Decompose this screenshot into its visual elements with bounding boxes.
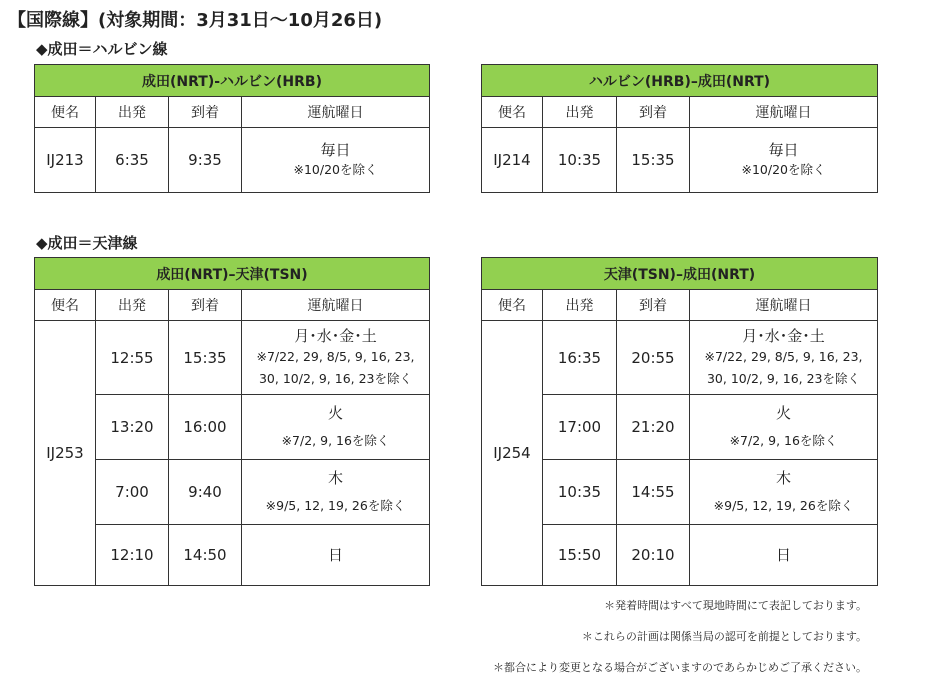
col-departure: 出発 — [96, 97, 169, 128]
col-arrival: 到着 — [617, 290, 690, 321]
col-days: 運航曜日 — [690, 97, 878, 128]
days-text: 木 — [327, 469, 343, 487]
table-row — [482, 321, 878, 395]
operating-days — [242, 128, 430, 193]
arrival-time: 20:55 — [617, 321, 690, 395]
days-note: ※9/5, 12, 19, 26を除く — [713, 498, 854, 513]
operating-days — [690, 128, 878, 193]
days-text: 日 — [327, 546, 343, 564]
days-text: 火 — [327, 404, 343, 422]
col-days: 運航曜日 — [690, 290, 878, 321]
timetable-hrb-nrt — [481, 64, 878, 193]
table-header: 成田(NRT)-ハルビン(HRB) — [35, 65, 430, 97]
col-departure: 出発 — [543, 290, 617, 321]
arrival-time: 21:20 — [617, 395, 690, 460]
days-text: 月･水･金･土 — [742, 326, 825, 345]
arrival-time: 14:50 — [169, 525, 242, 586]
departure-time: 12:55 — [96, 321, 169, 395]
timetable-nrt-tsn — [34, 257, 430, 586]
col-arrival: 到着 — [169, 97, 242, 128]
operating-days — [690, 321, 878, 395]
departure-time: 6:35 — [96, 128, 169, 193]
departure-time: 7:00 — [96, 460, 169, 525]
footnote: ＊発着時間はすべて現地時間にて表記しております。 — [604, 599, 867, 612]
table-row — [482, 128, 878, 193]
timetable-tsn-nrt — [481, 257, 878, 586]
arrival-time: 9:40 — [169, 460, 242, 525]
days-text: 日 — [775, 546, 791, 564]
col-flight: 便名 — [35, 290, 96, 321]
operating-days — [242, 525, 430, 586]
days-note: 30, 10/2, 9, 16, 23を除く — [706, 370, 861, 386]
section-title-tianjin: ◆成田＝天津線 — [36, 234, 138, 252]
col-departure: 出発 — [543, 97, 617, 128]
departure-time: 13:20 — [96, 395, 169, 460]
departure-time: 10:35 — [543, 460, 617, 525]
timetable-nrt-hrb — [34, 64, 430, 193]
departure-time: 10:35 — [543, 128, 617, 193]
departure-time: 16:35 — [543, 321, 617, 395]
col-days: 運航曜日 — [242, 290, 430, 321]
arrival-time: 9:35 — [169, 128, 242, 193]
days-note: ※10/20を除く — [741, 162, 826, 177]
arrival-time: 15:35 — [169, 321, 242, 395]
days-note: ※7/22, 29, 8/5, 9, 16, 23, — [256, 348, 415, 364]
arrival-time: 16:00 — [169, 395, 242, 460]
col-arrival: 到着 — [169, 290, 242, 321]
operating-days — [690, 395, 878, 460]
departure-time: 12:10 — [96, 525, 169, 586]
arrival-time: 14:55 — [617, 460, 690, 525]
days-text: 木 — [775, 469, 791, 487]
footnote: ＊これらの計画は関係当局の認可を前提としております。 — [581, 630, 867, 643]
operating-days — [242, 321, 430, 395]
days-text: 毎日 — [320, 141, 351, 159]
days-text: 毎日 — [768, 141, 799, 159]
days-note: ※7/2, 9, 16を除く — [729, 433, 838, 448]
days-note: ※10/20を除く — [293, 162, 378, 177]
col-flight: 便名 — [482, 97, 543, 128]
days-text: 月･水･金･土 — [294, 326, 377, 345]
arrival-time: 15:35 — [617, 128, 690, 193]
days-note: 30, 10/2, 9, 16, 23を除く — [258, 370, 413, 386]
col-arrival: 到着 — [617, 97, 690, 128]
table-header: ハルビン(HRB)–成田(NRT) — [482, 65, 878, 97]
days-text: 火 — [775, 404, 791, 422]
operating-days — [690, 460, 878, 525]
col-flight: 便名 — [482, 290, 543, 321]
departure-time: 17:00 — [543, 395, 617, 460]
arrival-time: 20:10 — [617, 525, 690, 586]
section-title-harbin: ◆成田＝ハルビン線 — [36, 40, 168, 58]
table-header: 天津(TSN)–成田(NRT) — [482, 258, 878, 290]
days-note: ※7/22, 29, 8/5, 9, 16, 23, — [704, 348, 863, 364]
departure-time: 15:50 — [543, 525, 617, 586]
col-departure: 出発 — [96, 290, 169, 321]
col-days: 運航曜日 — [242, 97, 430, 128]
days-note: ※9/5, 12, 19, 26を除く — [265, 498, 406, 513]
page-title: 【国際線】(対象期間：3月31日～10月26日) — [8, 10, 383, 31]
table-row — [35, 128, 430, 193]
table-row — [35, 321, 430, 395]
flight-number: IJ254 — [482, 321, 543, 586]
days-note: ※7/2, 9, 16を除く — [281, 433, 390, 448]
flight-number: IJ253 — [35, 321, 96, 586]
flight-number: IJ213 — [35, 128, 96, 193]
operating-days — [242, 395, 430, 460]
flight-number: IJ214 — [482, 128, 543, 193]
col-flight: 便名 — [35, 97, 96, 128]
operating-days — [690, 525, 878, 586]
operating-days — [242, 460, 430, 525]
footnote: ＊都合により変更となる場合がございますのであらかじめご了承ください。 — [493, 661, 867, 674]
table-header: 成田(NRT)–天津(TSN) — [35, 258, 430, 290]
